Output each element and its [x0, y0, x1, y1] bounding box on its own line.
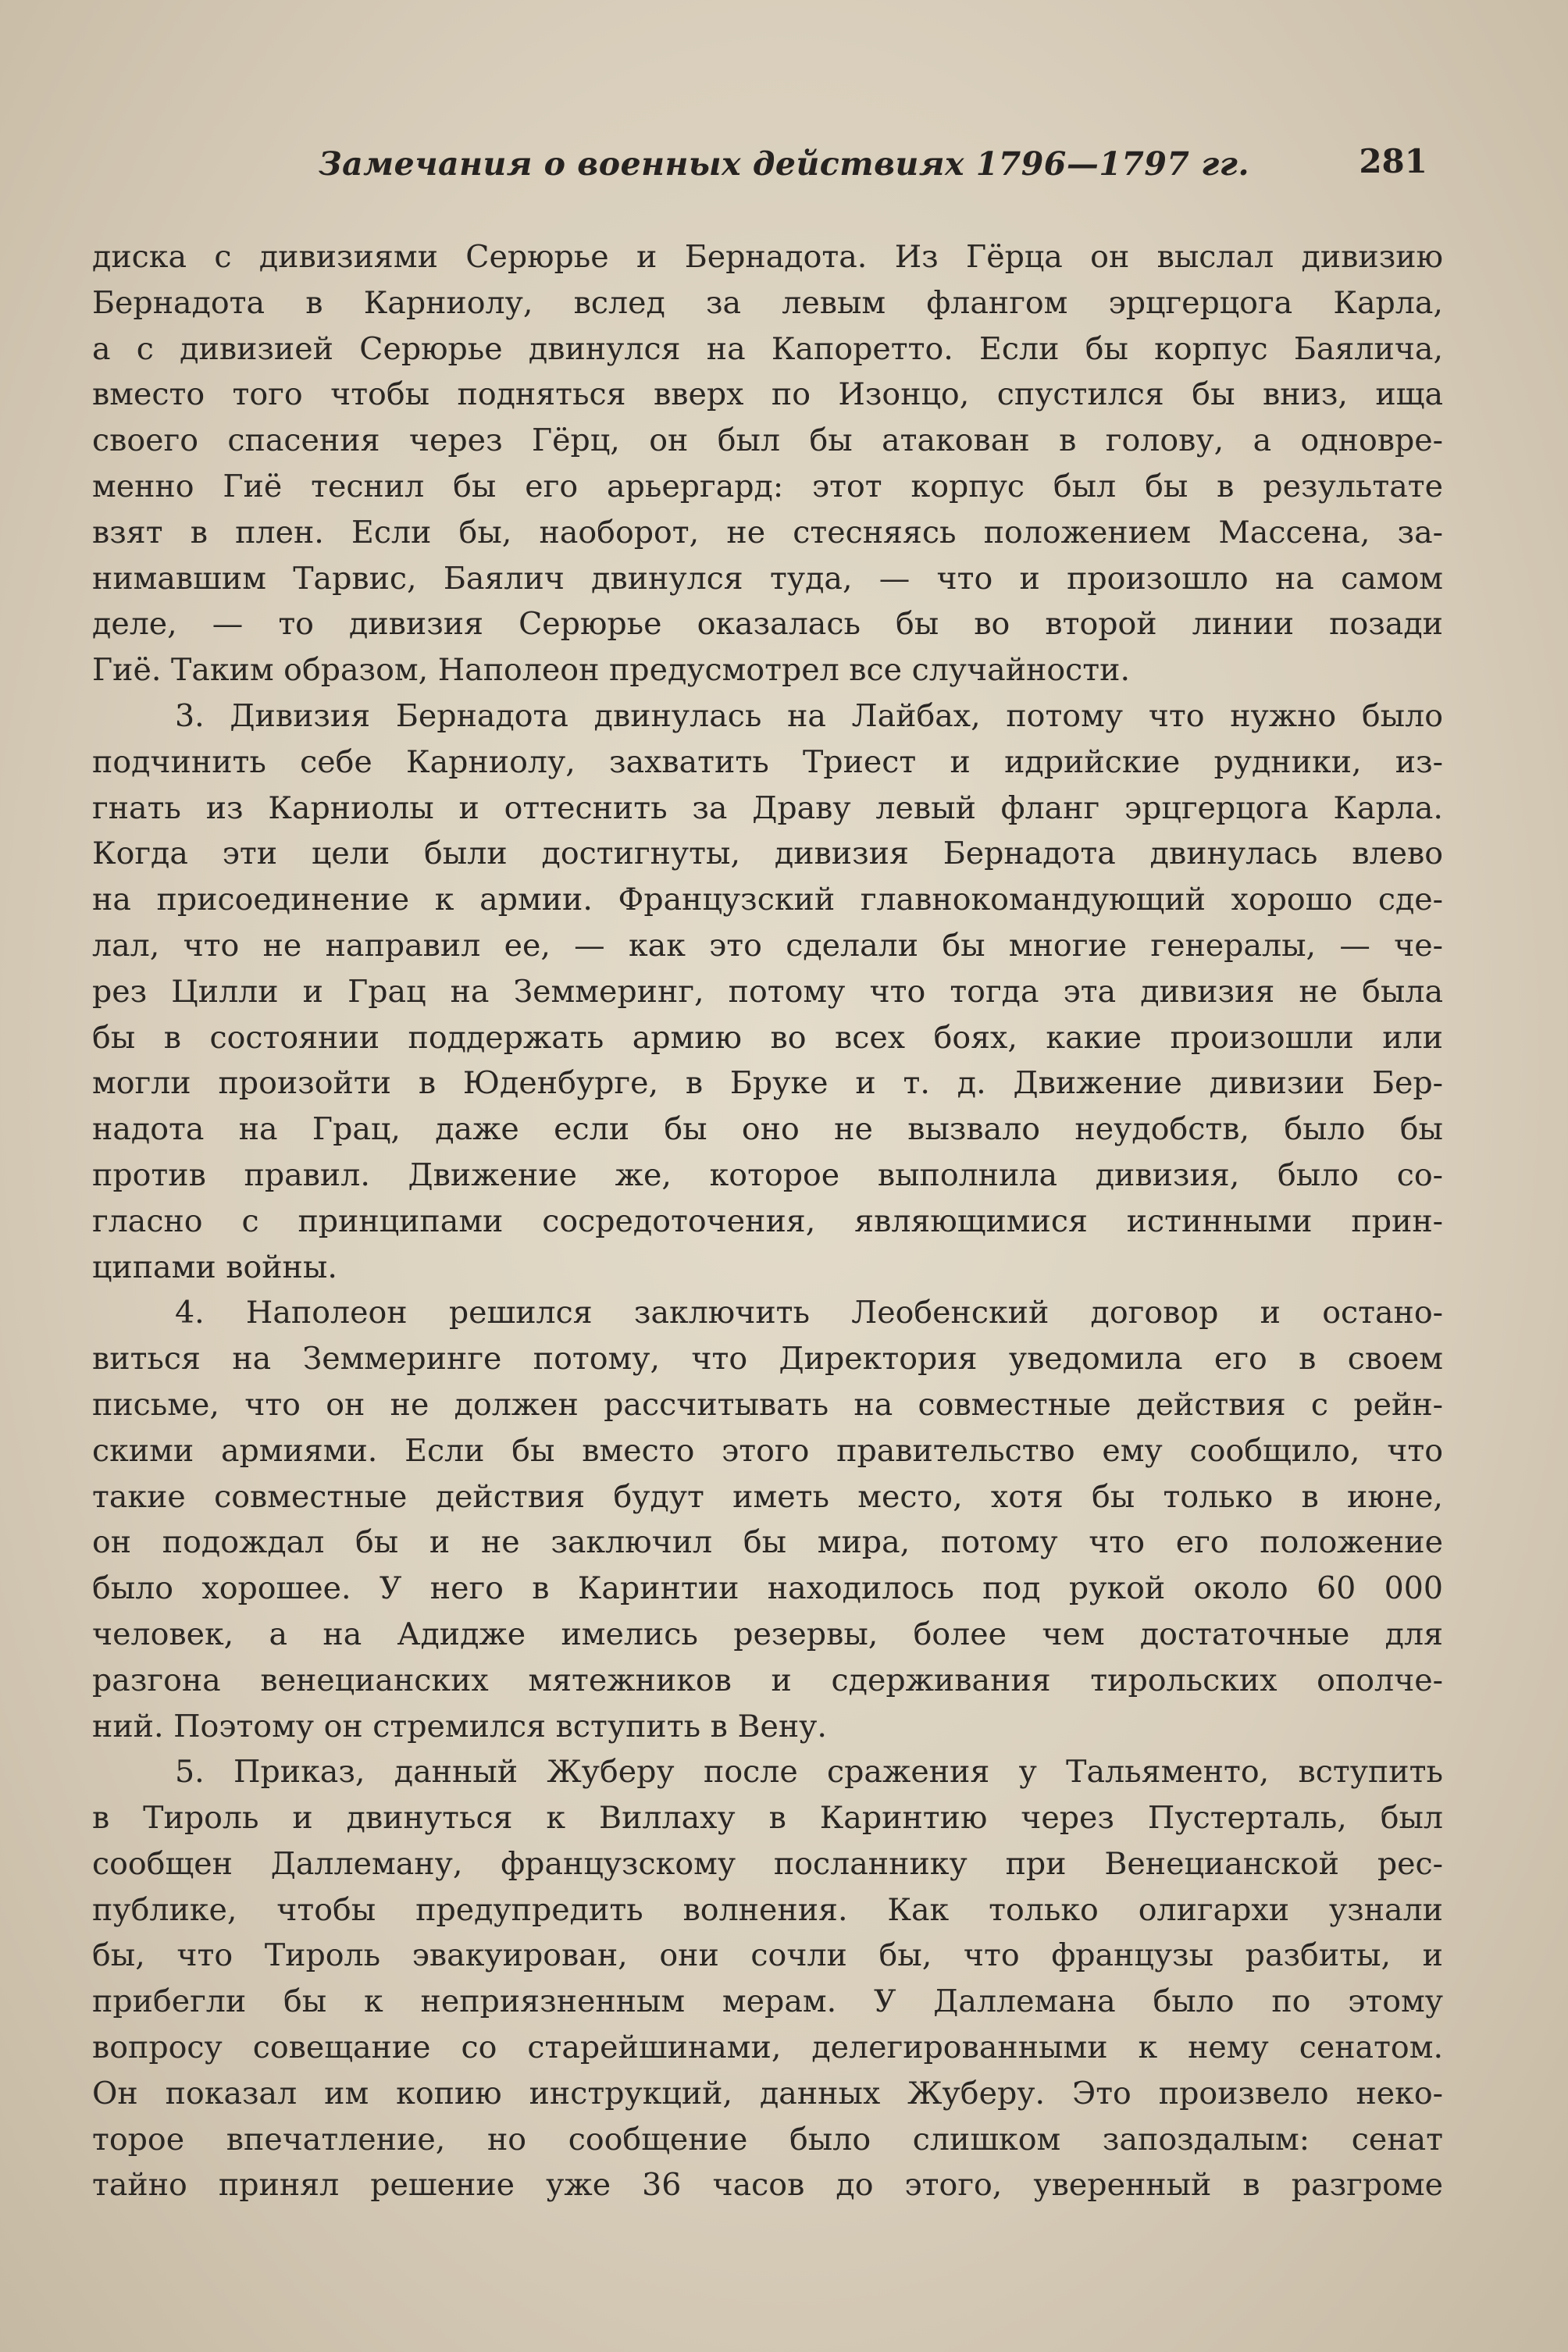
text-line: 4. Наполеон решился заключить Леобенский договор и остано- — [175, 1295, 1443, 1331]
text-line: ний. Поэтому он стремился вступить в Вену. — [92, 1708, 827, 1744]
text-line: разгона венецианских мятежников и сдерживания тирольских ополче- — [92, 1662, 1443, 1698]
text-line: скими армиями. Если бы вместо этого правительство ему сообщило, что — [92, 1432, 1443, 1469]
text-line: бы в состоянии поддержать армию во всех боях, какие произошли или — [92, 1019, 1443, 1056]
text-line: надота на Грац, даже если бы оно не вызвало неудобств, было бы — [92, 1111, 1443, 1148]
text-line: против правил. Движение же, которое выполнила дивизия, было со- — [92, 1156, 1443, 1193]
text-line: своего спасения через Гёрц, он был бы атакован в голову, а одновре- — [92, 422, 1443, 459]
text-line: письме, что он не должен рассчитывать на совместные действия с рейн- — [92, 1386, 1443, 1423]
text-line: могли произойти в Юденбурге, в Бруке и т. д. Движение дивизии Бер- — [92, 1065, 1443, 1102]
text-line: публике, чтобы предупредить волнения. Как только олигархи узнали — [92, 1891, 1443, 1928]
body-text — [92, 234, 1443, 2208]
text-line: рез Цилли и Грац на Земмеринг, потому что тогда эта дивизия не была — [92, 973, 1443, 1010]
text-line: Он показал им копию инструкций, данных Жуберу. Это произвело неко- — [92, 2075, 1443, 2111]
text-line: менно Гиё теснил бы его арьергард: этот корпус был бы в результате — [92, 468, 1443, 504]
text-line: гнать из Карниолы и оттеснить за Драву левый фланг эрцгерцога Карла. — [92, 789, 1443, 826]
text-line: торое впечатление, но сообщение было слишком запоздалым: сенат — [92, 2121, 1443, 2158]
text-line: вопросу совещание со старейшинами, делегированными к нему сенатом. — [92, 2029, 1443, 2066]
running-title: Замечания о военных действиях 1796—1797 гг. — [319, 145, 1250, 183]
text-line: Гиё. Таким образом, Наполеон предусмотрел все случайности. — [92, 652, 1130, 689]
text-line: виться на Земмеринге потому, что Директория уведомила его в своем — [92, 1341, 1443, 1377]
text-line: ципами войны. — [92, 1249, 337, 1285]
text-line: человек, а на Адидже имелись резервы, более чем достаточные для — [92, 1616, 1443, 1652]
text-line: гласно с принципами сосредоточения, являющимися истинными прин- — [92, 1203, 1443, 1239]
text-line: а с дивизией Серюрье двинулся на Капоретто. Если бы корпус Баялича, — [92, 330, 1443, 367]
text-line: такие совместные действия будут иметь место, хотя бы только в июне, — [92, 1478, 1443, 1515]
page-number: 281 — [1359, 142, 1427, 180]
text-line: тайно принял решение уже 36 часов до этого, уверенный в разгроме — [92, 2167, 1443, 2204]
text-line: было хорошее. У него в Каринтии находилось под рукой около 60 000 — [92, 1570, 1443, 1607]
text-line: подчинить себе Карниолу, захватить Триест и идрийские рудники, из- — [92, 743, 1443, 780]
text-line: диска с дивизиями Серюрье и Бернадота. Из Гёрца он выслал дивизию — [92, 239, 1443, 275]
text-line: взят в плен. Если бы, наоборот, не стесняясь положением Массена, за- — [92, 514, 1443, 551]
text-line: лал, что не направил ее, — как это сделали бы многие генералы, — че- — [92, 927, 1443, 964]
text-line: на присоединение к армии. Французский главнокомандующий хорошо сде- — [92, 882, 1443, 918]
text-line: 5. Приказ, данный Жуберу после сражения у Тальяменто, вступить — [175, 1754, 1443, 1791]
text-line: в Тироль и двинуться к Виллаху в Каринтию через Пустерталь, был — [92, 1800, 1443, 1837]
text-line: деле, — то дивизия Серюрье оказалась бы во второй линии позади — [92, 606, 1443, 643]
text-line: Когда эти цели были достигнуты, дивизия Бернадота двинулась влево — [92, 836, 1443, 872]
text-line: прибегли бы к неприязненным мерам. У Даллемана было по этому — [92, 1983, 1443, 2020]
text-line: 3. Дивизия Бернадота двинулась на Лайбах, потому что нужно было — [175, 697, 1443, 734]
text-line: бы, что Тироль эвакуирован, они сочли бы, что французы разбиты, и — [92, 1937, 1443, 1974]
text-line: сообщен Даллеману, французскому посланнику при Венецианской рес- — [92, 1845, 1443, 1882]
text-line: нимавшим Тарвис, Баялич двинулся туда, — что и произошло на самом — [92, 560, 1443, 597]
page-header — [92, 131, 1435, 201]
text-line: Бернадота в Карниолу, вслед за левым флангом эрцгерцога Карла, — [92, 284, 1443, 321]
text-line: вместо того чтобы подняться вверх по Изонцо, спустился бы вниз, ища — [92, 376, 1443, 413]
text-line: он подождал бы и не заключил бы мира, потому что его положение — [92, 1524, 1443, 1561]
